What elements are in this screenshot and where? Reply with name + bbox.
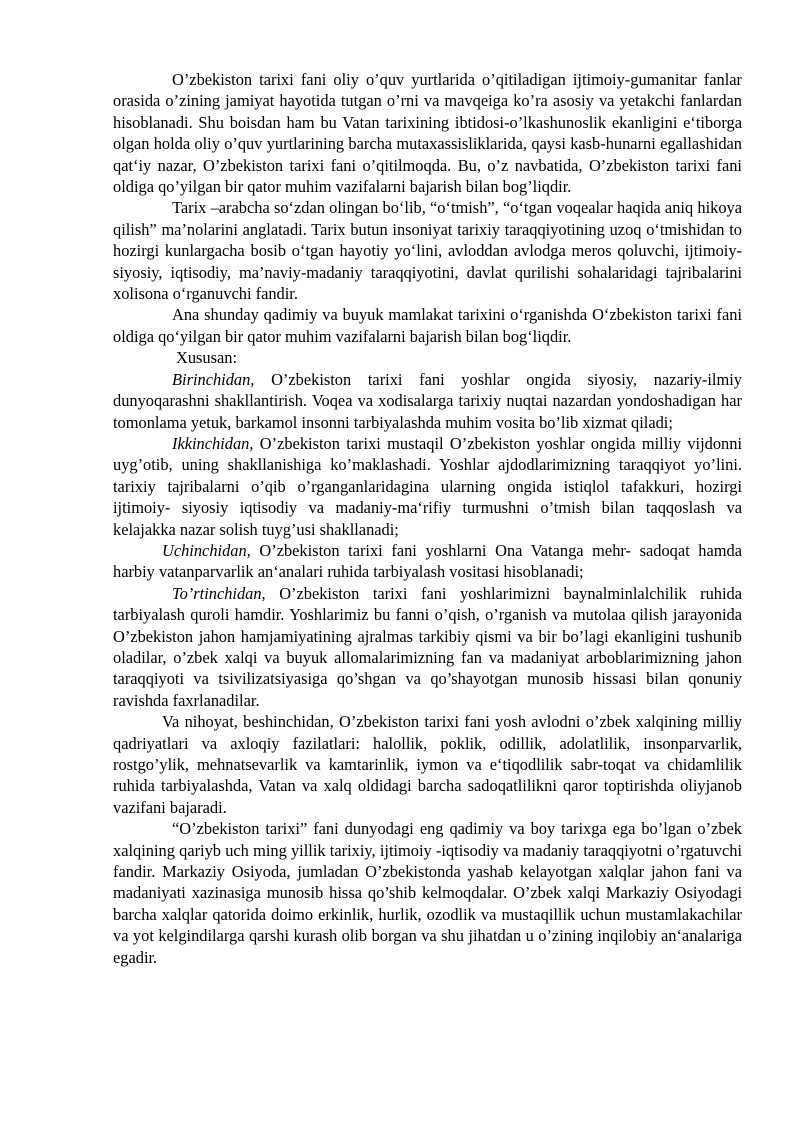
paragraph-text: O’zbekiston tarixi fani yoshlar ongida siyosiy, nazariy-ilmiy dunyoqarashni shakllantirish. Voqea va xodisalarga tarixiy nuqtai nazardan yondoshadigan har tomonlama yetuk, barkamol insonni tarbiyalashda muhim vosita bo’lib xizmat qiladi; xyxy=(113,369,742,432)
paragraph-tarix-definition: Tarix –arabcha so‘zdan olingan bo‘lib, “o‘tmish”, “o‘tgan voqealar haqida aniq hikoya qilish” ma’nolarini anglatadi. Tarix butun insoniyat tarixiy taraqqiyotining uzoq o‘tmishidan to hozirgi kunlargacha bosib o‘tgan hayotiy yo‘lini, avloddan avlodga meros qoluvchi, ijtimoiy-siyosiy, iqtisodiy, ma’naviy-madaniy taraqqiyotini, davlat qurilishi sohalaridagi tajribalarini xolisona o‘rganuvchi fandir. xyxy=(113,198,742,304)
paragraph-text: O’zbekiston tarixi fani yoshlarimizni baynalminlalchilik ruhida tarbiyalash quroli hamdir. Yoshlarimiz bu fanni o’qish, o’rganish va mutolaa qilish jarayonida O’zbekiston jahon hamjamiyatining ajralmas tarkibiy qismi va bir bo’lagi ekanligini tushunib oladilar, o’zbek xalqi va buyuk allomalarimizning fan va madaniyat arboblarimizning jahon taraqqiyoti va tsivilizatsiyasiga qo’shgan va qo’shayotgan munosib hissasi bilan qonuniy ravishda faxrlanadilar. xyxy=(113,583,742,710)
paragraph-tasks: Ana shunday qadimiy va buyuk mamlakat tarixini o‘rganishda O‘zbekiston tarixi fani oldiga qo‘yilgan bir qator muhim vazifalarni bajarish bilan bog‘liqdir. xyxy=(113,305,742,346)
paragraph-text: O’zbekiston tarixi fani yoshlarni Ona Vatanga mehr- sadoqat hamda harbiy vatanparvarlik an‘analari ruhida tarbiyalash vositasi hisoblanadi; xyxy=(113,540,742,582)
paragraph-third xyxy=(113,540,742,583)
ordinal-label: Ikkinchidan, xyxy=(172,433,254,453)
paragraph-text: O’zbekiston tarixi mustaqil O’zbekiston yoshlar ongida milliy vijdonni uyg’otib, uning shakllanishiga ko’maklashadi. Yoshlar ajdodlarimizning taraqqiyot yo’lini. tarixiy tajribalarni o’qib o’rganganlaridagina ularning ongida istiqlol tafakkuri, hozirgi ijtimoiy- siyosiy iqtisodiy va madaniy-ma‘rifiy turmushni o’tmish bilan taqqoslash va kelajakka nazar solish tuyg’usi shakllanadi; xyxy=(113,433,742,539)
ordinal-label: To’rtinchidan, xyxy=(172,583,266,603)
paragraph-fourth xyxy=(113,583,742,711)
document-body xyxy=(113,69,742,968)
paragraph-conclusion: “O’zbekiston tarixi” fani dunyodagi eng qadimiy va boy tarixga ega bo’lgan o’zbek xalqining qariyb uch ming yillik tarixiy, ijtimoiy -iqtisodiy va madaniy taraqqiyotni o’rgatuvchi fandir. Markaziy Osiyoda, jumladan O’zbekistonda yashab kelayotgan xalqlar jahon fani va madaniyati xazinasiga munosib hissa qo’shib kelmoqdalar. O’zbek xalqi Markaziy Osiyodagi barcha xalqlar qatorida doimo erkinlik, hurlik, ozodlik va mustaqillik uchun mustamlakachilar va yot kelgindilarga qarshi kurash olib borgan va shu jihatdan u o’zining inqilobiy an‘analariga egadir. xyxy=(113,819,742,967)
paragraph-xususan: Xususan: xyxy=(176,348,238,368)
paragraph-fifth: Va nihoyat, beshinchidan, O’zbekiston tarixi fani yosh avlodni o’zbek xalqining milliy qadriyatlari va axloqiy fazilatlari: halollik, poklik, odillik, adolatlilik, insonparvarlik, rostgo’ylik, mehnatsevarlik va kamtarinlik, iymon va e‘tiqodlilik sabr-toqat va chidamlilik ruhida tarbiyalashda, Vatan va xalq oldidagi barcha sadoqatlilikni qaror toptirishda oliyjanob vazifani bajaradi. xyxy=(113,712,742,817)
paragraph-second xyxy=(113,433,742,540)
paragraph-intro: O’zbekiston tarixi fani oliy o’quv yurtlarida o’qitiladigan ijtimoiy-gumanitar fanlar orasida o’zining jamiyat hayotida tutgan o’rni va mavqeiga ko’ra asosiy va yetakchi fanlardan hisoblanadi. Shu boisdan ham bu Vatan tarixining ibtidosi-o’lkashunoslik ekanligini e‘tiborga olgan holda oliy o’quv yurtlarining barcha mutaxassisliklarida, qaysi kasb-hunarni egallashidan qat‘iy nazar, O’zbekiston tarixi fani o’qitilmoqda. Bu, o’z navbatida, O’zbekiston tarixi fani oldiga qo’yilgan bir qator muhim vazifalarni bajarish bilan bog’liqdir. xyxy=(113,70,742,197)
ordinal-label: Birinchidan, xyxy=(172,369,255,389)
paragraph-first xyxy=(113,369,742,433)
ordinal-label: Uchinchidan, xyxy=(162,540,251,560)
